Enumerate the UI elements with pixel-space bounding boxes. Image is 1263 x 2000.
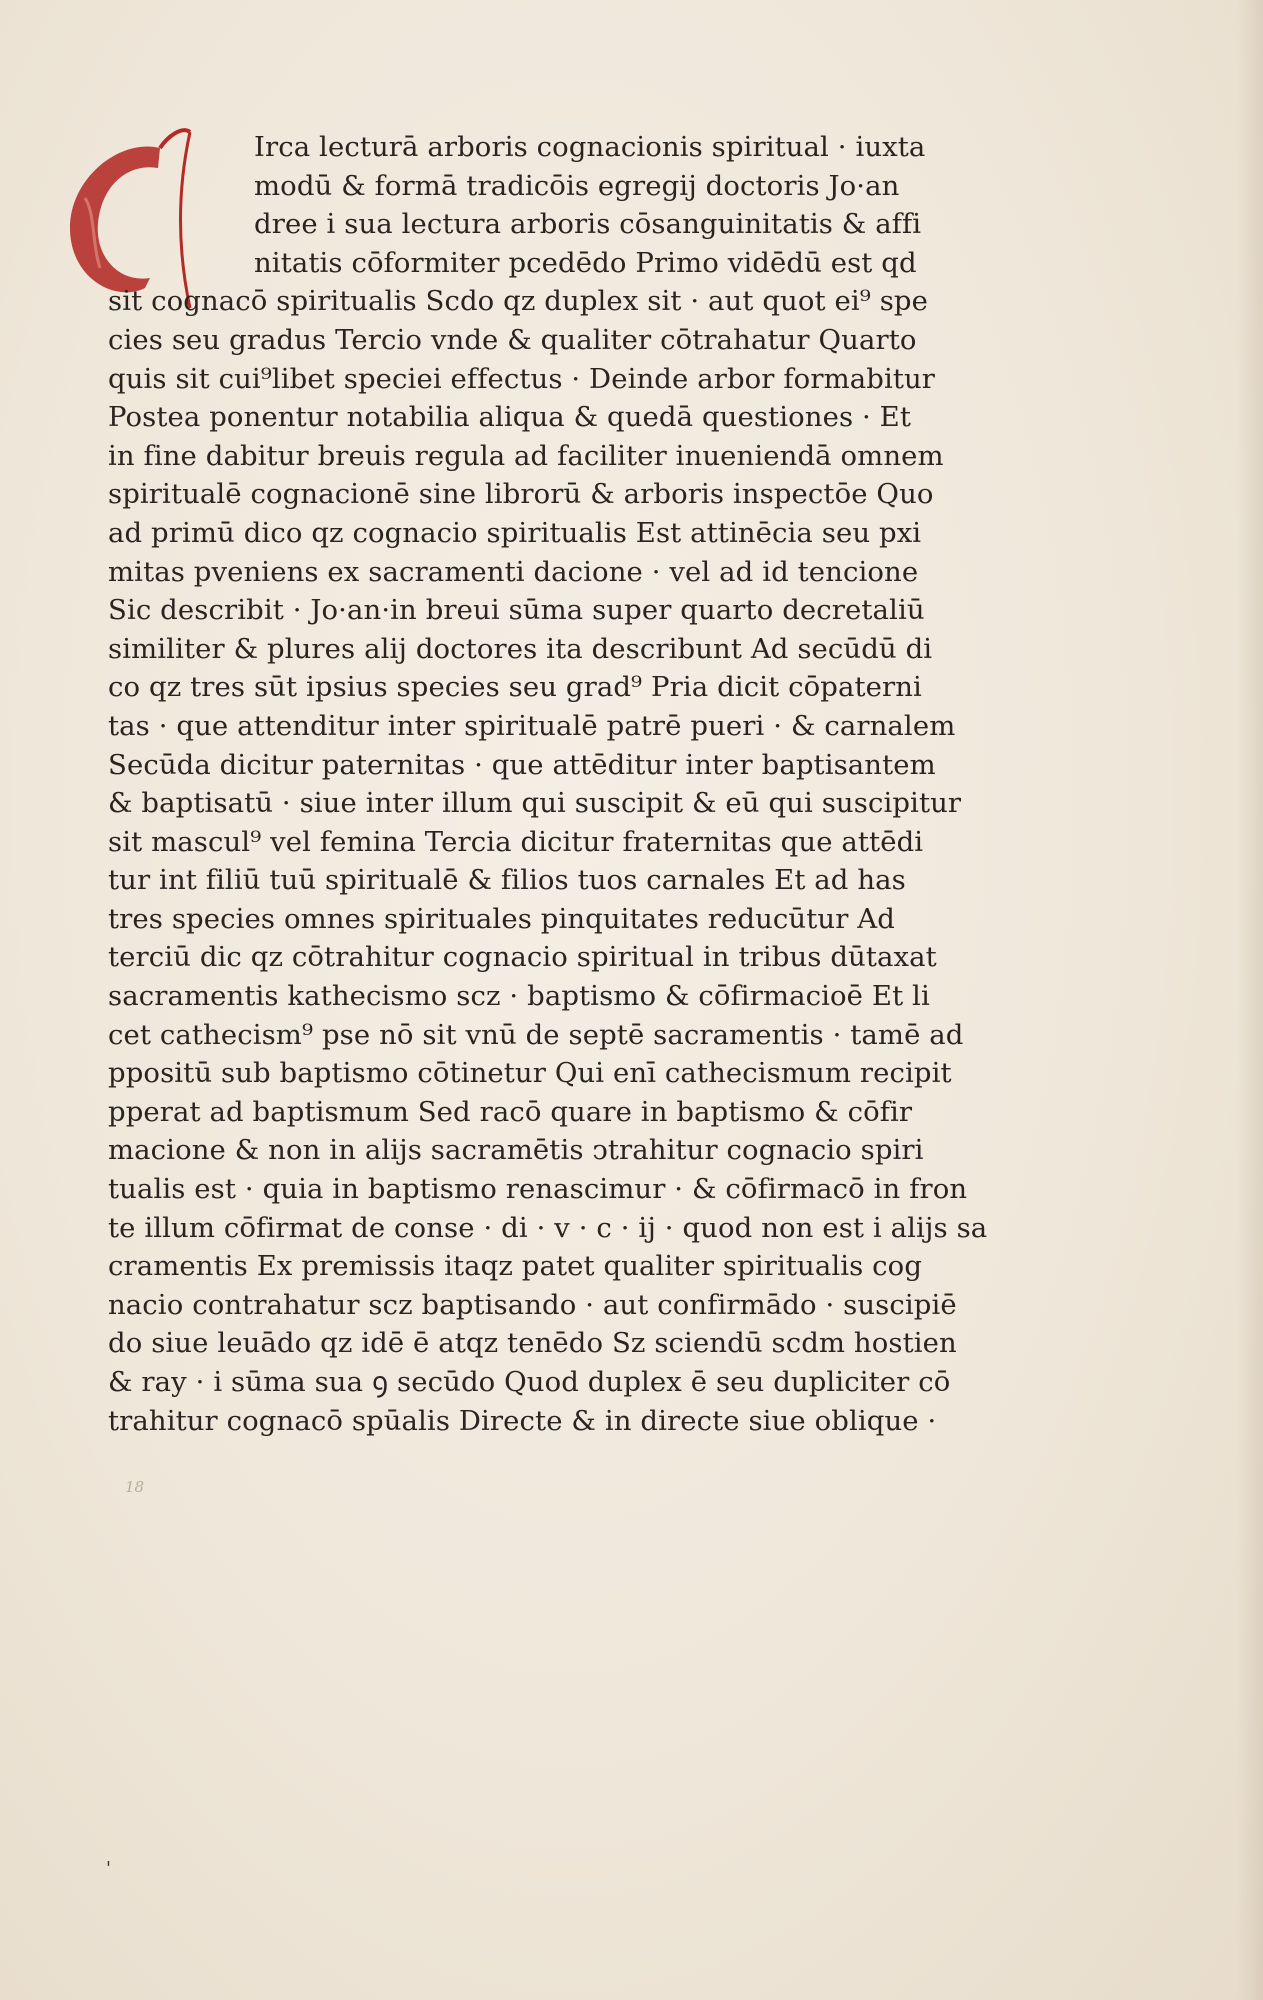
text-line: Secūda dicitur paternitas · que attēditur inter baptisantem (108, 748, 936, 781)
text-line: te illum cōfirmat de conse · di · v · c · ij · quod non est i alijs sa (108, 1211, 988, 1244)
text-line: modū & formā tradicōis egregij doctoris Jo·an (254, 169, 900, 202)
text-line: Sic describit · Jo·an·in breui sūma super quarto decretaliū (108, 594, 925, 627)
text-line: ppositū sub baptismo cōtinetur Qui enī cathecismum recipit (108, 1057, 952, 1090)
body-text (108, 128, 988, 1440)
text-line: tas · que attenditur inter spiritualē patrē pueri · & carnalem (108, 709, 956, 742)
text-line: Postea ponentur notabilia aliqua & quedā questiones · Et (108, 401, 912, 434)
text-line: do siue leuādo qz idē ē atqz tenēdo Sz sciendū scdm hostien (108, 1327, 957, 1360)
text-line: cet cathecism⁹ pse nō sit vnū de septē sacramentis · tamē ad (108, 1018, 964, 1051)
text-line: similiter & plures alij doctores ita describunt Ad secūdū di (108, 632, 933, 665)
corner-ink-mark: ' (106, 1858, 111, 1879)
text-line: terciū dic qz cōtrahitur cognacio spiritual in tribus dūtaxat (108, 941, 937, 974)
text-line: cies seu gradus Tercio vnde & qualiter cōtrahatur Quarto (108, 323, 917, 356)
folio-pencil-note: 18 (125, 1478, 145, 1496)
text-line: nitatis cōformiter pcedēdo Primo vidēdū est qd (254, 246, 917, 279)
text-line: mitas pveniens ex sacramenti dacione · vel ad id tencione (108, 555, 919, 588)
text-line: macione & non in alijs sacramētis ↄtrahitur cognacio spiri (108, 1134, 924, 1167)
text-line: trahitur cognacō spūalis Directe & in directe siue oblique · (108, 1404, 937, 1437)
text-line: Irca lecturā arboris cognacionis spiritual · iuxta (254, 131, 926, 163)
text-line: nacio contrahatur scz baptisando · aut confirmādo · suscipiē (108, 1288, 957, 1321)
text-line: tur int filiū tuū spiritualē & filios tuos carnales Et ad has (108, 864, 906, 897)
text-line: sit mascul⁹ vel femina Tercia dicitur fraternitas que attēdi (108, 825, 924, 858)
text-line: dree i sua lectura arboris cōsanguinitatis & affi (254, 208, 922, 241)
text-line: & ray · i sūma sua ꝯ secūdo Quod duplex ē seu dupliciter cō (108, 1366, 951, 1398)
text-line: cramentis Ex premissis itaqz patet qualiter spiritualis cog (108, 1250, 923, 1283)
text-line: quis sit cui⁹libet speciei effectus · Deinde arbor formabitur (108, 362, 936, 395)
text-line: & baptisatū · siue inter illum qui suscipit & eū qui suscipitur (108, 787, 962, 820)
text-line: co qz tres sūt ipsius species seu grad⁹ Pria dicit cōpaterni (108, 671, 922, 704)
text-line: sacramentis kathecismo scz · baptismo & cōfirmacioē Et li (108, 980, 930, 1013)
text-line: sit cognacō spiritualis Scdo qz duplex sit · aut quot ei⁹ spe (108, 285, 929, 318)
text-line: ad primū dico qz cognacio spiritualis Est attinēcia seu pxi (108, 516, 922, 549)
text-line: pperat ad baptismum Sed racō quare in baptismo & cōfir (108, 1095, 913, 1128)
text-line: tualis est · quia in baptismo renascimur · & cōfirmacō in fron (108, 1173, 968, 1206)
text-line: spiritualē cognacionē sine librorū & arboris inspectōe Quo (108, 478, 934, 511)
text-line: in fine dabitur breuis regula ad faciliter inueniendā omnem (108, 439, 944, 472)
text-line: tres species omnes spirituales pinquitates reducūtur Ad (108, 902, 895, 935)
